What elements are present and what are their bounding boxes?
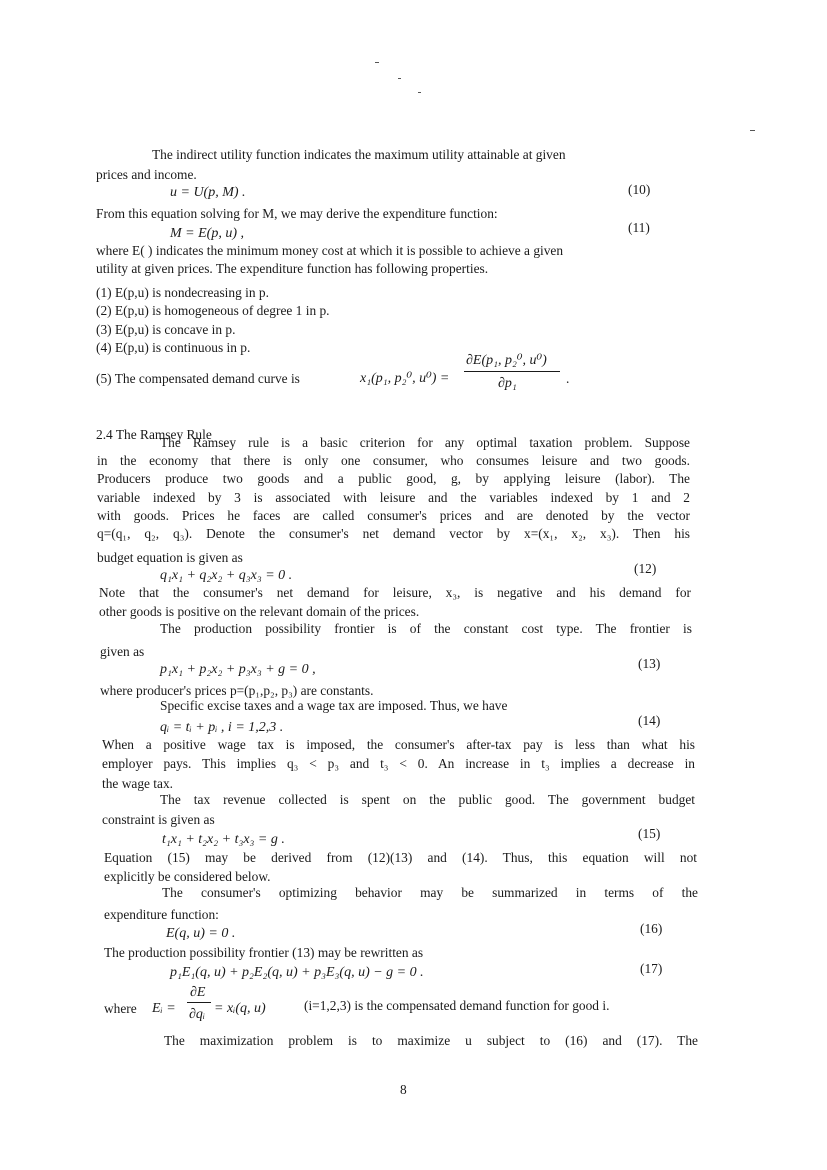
body-line: The consumer's optimizing behavior may be summarized in terms of the (162, 885, 698, 900)
property-item: (5) The compensated demand curve is (96, 371, 300, 386)
body-line: budget equation is given as (97, 550, 243, 565)
body-line: The tax revenue collected is spent on the public good. The government budget (160, 792, 695, 807)
equation-number: (15) (638, 826, 661, 841)
body-line: The Ramsey rule is a basic criterion for any optimal taxation problem. Suppose (160, 435, 690, 450)
page-number: 8 (400, 1082, 407, 1097)
equation-number: (14) (638, 713, 661, 728)
property-item: (3) E(p,u) is concave in p. (96, 322, 236, 337)
body-line: expenditure function: (104, 907, 219, 922)
body-line: with goods. Prices he faces are called consumer's prices and are denoted by the vector (97, 508, 690, 523)
body-line: When a positive wage tax is imposed, the consumer's after-tax pay is less than what his (102, 737, 695, 752)
body-line: Equation (15) may be derived from (12)(13) and (14). Thus, this equation will not (104, 850, 697, 865)
body-line: The production possibility frontier is of the constant cost type. The frontier is (160, 621, 692, 636)
body-line: The production possibility frontier (13) may be rewritten as (104, 945, 424, 960)
equation-11: M = E(p, u) , (170, 226, 244, 241)
body-line: Producers produce two goods and a public good, g, by applying leisure (labor). The (97, 471, 690, 486)
body-line: constraint is given as (102, 812, 215, 827)
scan-speck (398, 78, 401, 79)
equation-14: qᵢ = tᵢ + pᵢ , i = 1,2,3 . (160, 720, 284, 735)
demand-function-rhs: = xᵢ(q, u) (214, 1001, 266, 1016)
body-line: the wage tax. (102, 776, 174, 791)
demand-function-denominator: ∂qᵢ (189, 1007, 206, 1022)
fraction-bar (187, 1002, 211, 1003)
period: . (566, 371, 570, 386)
section-heading: 2.4 The Ramsey Rule (96, 427, 212, 442)
compensated-demand-numerator: ∂E(p₁, p₂⁰, u⁰) (466, 353, 547, 368)
body-line: other goods is positive on the relevant domain of the prices. (99, 604, 420, 619)
body-line: where (104, 1001, 137, 1016)
body-line: (i=1,2,3) is the compensated demand function for good i. (304, 998, 610, 1013)
body-line: From this equation solving for M, we may derive the expenditure function: (96, 206, 498, 221)
equation-13: p₁x₁ + p₂x₂ + p₃x₃ + g = 0 , (160, 662, 316, 677)
body-line: given as (100, 644, 145, 659)
body-line: in the economy that there is only one consumer, who consumes leisure and two goods. (97, 453, 690, 468)
scan-speck (418, 92, 421, 93)
body-line: prices and income. (96, 167, 197, 182)
equation-17: p₁E₁(q, u) + p₂E₂(q, u) + p₃E₃(q, u) − g = 0 . (170, 965, 424, 980)
equation-10: u = U(p, M) . (170, 185, 246, 200)
equation-16: E(q, u) = 0 . (166, 926, 236, 941)
equation-number: (12) (634, 561, 657, 576)
fraction-bar (464, 371, 560, 372)
body-line: where E( ) indicates the minimum money cost at which it is possible to achieve a given (96, 243, 564, 258)
body-line: utility at given prices. The expenditure function has following properties. (96, 261, 489, 276)
body-line: The maximization problem is to maximize u subject to (16) and (17). The (164, 1033, 698, 1048)
demand-function-lhs: Eᵢ = (152, 1001, 176, 1016)
equation-number: (10) (628, 182, 651, 197)
demand-function-numerator: ∂E (190, 985, 206, 1000)
compensated-demand-lhs: x₁(p₁, p₂⁰, u⁰) = (360, 371, 450, 386)
body-line: Note that the consumer's net demand for leisure, x₃, is negative and his demand for (99, 585, 691, 600)
equation-number: (11) (628, 220, 650, 235)
body-line: The indirect utility function indicates the maximum utility attainable at given (152, 147, 566, 162)
compensated-demand-denominator: ∂p₁ (498, 376, 517, 391)
scan-speck (375, 62, 379, 63)
equation-15: t₁x₁ + t₂x₂ + t₃x₃ = g . (162, 832, 285, 847)
body-line: explicitly be considered below. (104, 869, 271, 884)
equation-number: (16) (640, 921, 663, 936)
property-item: (4) E(p,u) is continuous in p. (96, 340, 251, 355)
equation-number: (13) (638, 656, 661, 671)
equation-number: (17) (640, 961, 663, 976)
body-line: q=(q₁, q₂, q₃). Denote the consumer's net demand vector by x=(x₁, x₂, x₃). Then his (97, 526, 690, 541)
property-item: (1) E(p,u) is nondecreasing in p. (96, 285, 269, 300)
body-line: variable indexed by 3 is associated with leisure and the variables indexed by 1 and 2 (97, 490, 690, 505)
body-line: where producer's prices p=(p₁,p₂, p₃) are constants. (100, 683, 374, 698)
equation-12: q₁x₁ + q₂x₂ + q₃x₃ = 0 . (160, 568, 293, 583)
property-item: (2) E(p,u) is homogeneous of degree 1 in p. (96, 303, 330, 318)
scan-speck (750, 130, 755, 131)
body-line: employer pays. This implies q₃ < p₃ and t₃ < 0. An increase in t₃ implies a decrease in (102, 756, 695, 771)
body-line: Specific excise taxes and a wage tax are imposed. Thus, we have (160, 698, 508, 713)
